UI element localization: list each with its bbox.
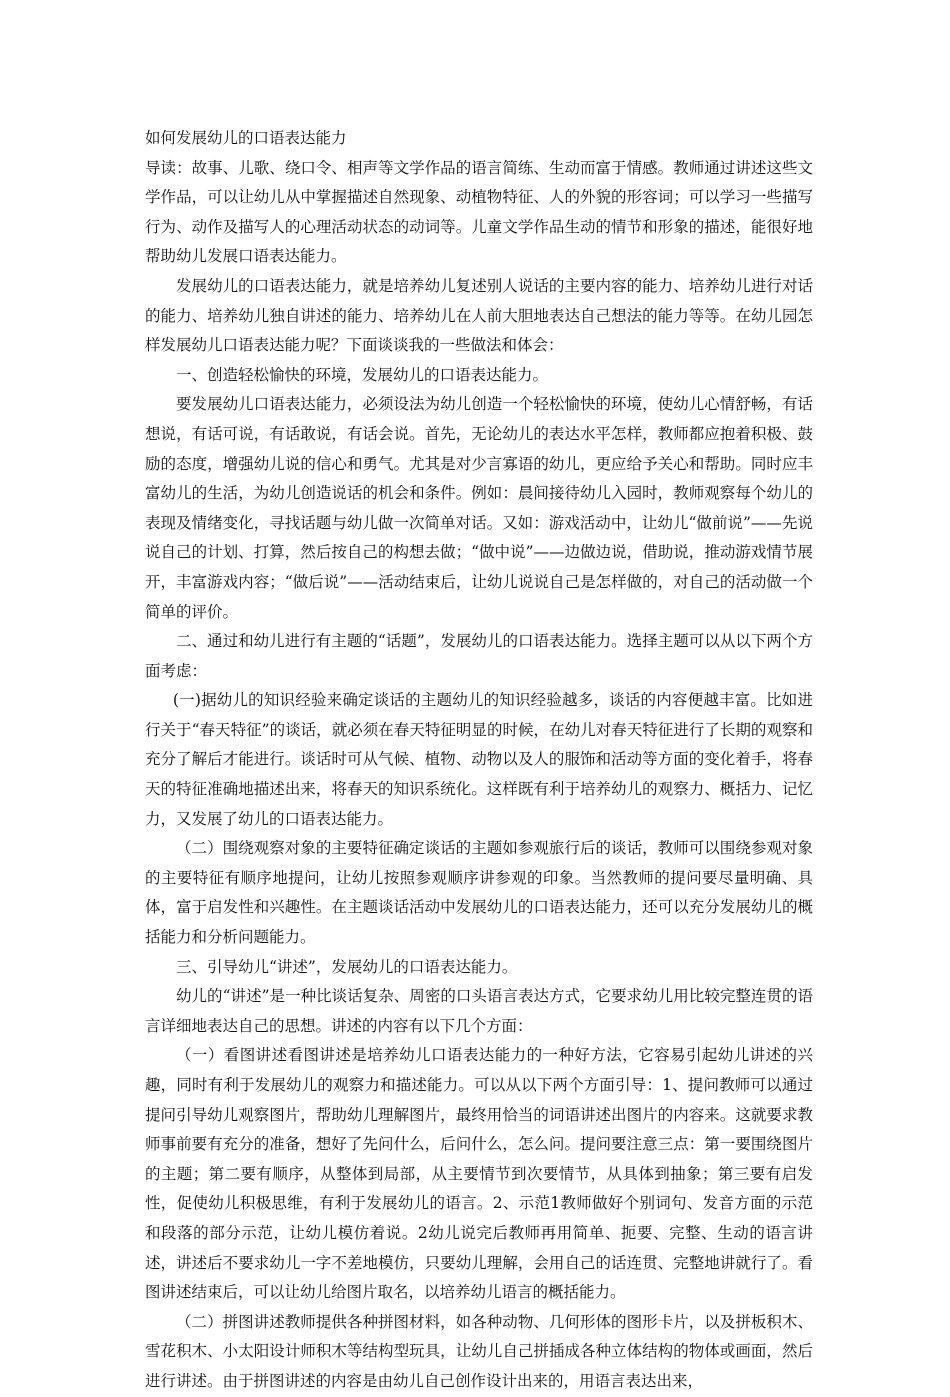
paragraph-picture-narration: （一）看图讲述看图讲述是培养幼儿口语表达能力的一种好方法，它容易引起幼儿讲述的兴趣，同时有利于发展幼儿的观察力和描述能力。可以从以下两个方面引导：1、提问教师可以通过提问引导幼儿观察图片，帮助幼儿理解图片，最终用恰当的词语讲述出图片的内容来。这就要求教师事前要有充分的准备，想好了先问什么，后问什么，怎么问。提问要注意三点：第一要围绕图片的主题；第二要有顺序，从整体到局部，从主要情节到次要情节，从具体到抽象；第三要有启发性，促使幼儿积极思维，有利于发展幼儿的语言。2、示范1教师做好个别词句、发音方面的示范和段落的部分示范，让幼儿模仿着说。2幼儿说完后教师再用简单、扼要、完整、生动的语言讲述，讲述后不要求幼儿一字不差地模仿，只要幼儿理解，会用自己的话连贯、完整地讲就行了。看图讲述结束后，可以让幼儿给图片取名，以培养幼儿语言的概括能力。 [145,1046,813,1302]
paragraph-environment: 要发展幼儿口语表达能力，必须设法为幼儿创造一个轻松愉快的环境，使幼儿心情舒畅，有话想说，有话可说，有话敢说，有话会说。首先，无论幼儿的表达水平怎样，教师都应抱着积极、鼓励的态度，增强幼儿说的信心和勇气。尤其是对少言寡语的幼儿，更应给予关心和帮助。同时应丰富幼儿的生活，为幼儿创造说话的机会和条件。例如：晨间接待幼儿入园时，教师观察每个幼儿的表现及情绪变化，寻找话题与幼儿做一次简单对话。又如：游戏活动中，让幼儿“做前说”——先说说自己的计划、打算，然后按自己的构想去做；“做中说”——边做边说，借助说，推动游戏情节展开，丰富游戏内容；“做后说”——活动结束后，让幼儿说说自己是怎样做的，对自己的活动做一个简单的评价。 [145,395,813,621]
section-heading-one: 一、创造轻松愉快的环境，发展幼儿的口语表达能力。 [176,365,549,384]
paragraph-narration: 幼儿的“讲述”是一种比谈话复杂、周密的口头语言表达方式，它要求幼儿用比较完整连贯的语言详细地表达自己的思想。讲述的内容有以下几个方面： [145,987,813,1035]
document-page [145,124,813,1397]
paragraph-knowledge-topic: (一)据幼儿的知识经验来确定谈话的主题幼儿的知识经验越多，谈话的内容便越丰富。比如进行关于“春天特征”的谈话，就必须在春天特征明显的时候，在幼儿对春天特征进行了长期的观察和充分了解后才能进行。谈话时可从气候、植物、动物以及人的服饰和活动等方面的变化着手，将春天的特征准确地描述出来，将春天的知识系统化。这样既有利于培养幼儿的观察力、概括力、记忆力，又发展了幼儿的口语表达能力。 [145,691,813,828]
paragraph-puzzle-narration: （二）拼图讲述教师提供各种拼图材料，如各种动物、几何形体的图形卡片，以及拼板积木、雪花积木、小太阳设计师积木等结构型玩具，让幼儿自己拼插成各种立体结构的物体或画面，然后进行讲述。由于拼图讲述的内容是由幼儿自己创作设计出来的，用语言表达出来， [145,1312,813,1390]
paragraph-overview: 发展幼儿的口语表达能力，就是培养幼儿复述别人说话的主要内容的能力、培养幼儿进行对话的能力、培养幼儿独自讲述的能力、培养幼儿在人前大胆地表达自己想法的能力等等。在幼儿园怎样发展幼儿口语表达能力呢？下面谈谈我的一些做法和体会： [145,276,813,355]
paragraph-intro: 导读：故事、儿歌、绕口令、相声等文学作品的语言简练、生动而富于情感。教师通过讲述这些文学作品，可以让幼儿从中掌握描述自然现象、动植物特征、人的外貌的形容词；可以学习一些描写行为、动作及描写人的心理活动状态的动词等。儿童文学作品生动的情节和形象的描述，能很好地帮助幼儿发展口语表达能力。 [145,158,813,266]
section-heading-three: 三、引导幼儿“讲述”，发展幼儿的口语表达能力。 [176,957,518,976]
document-title: 如何发展幼儿的口语表达能力 [145,129,347,147]
section-heading-two: 二、通过和幼儿进行有主题的“话题”，发展幼儿的口语表达能力。选择主题可以从以下两个方面考虑： [145,632,813,680]
paragraph-observation-topic: （二）围绕观察对象的主要特征确定谈话的主题如参观旅行后的谈话，教师可以围绕参观对象的主要特征有顺序地提问，让幼儿按照参观顺序讲参观的印象。当然教师的提问要尽量明确、具体，富于启发性和兴趣性。在主题谈话活动中发展幼儿的口语表达能力，还可以充分发展幼儿的概括能力和分析问题能力。 [145,839,813,947]
